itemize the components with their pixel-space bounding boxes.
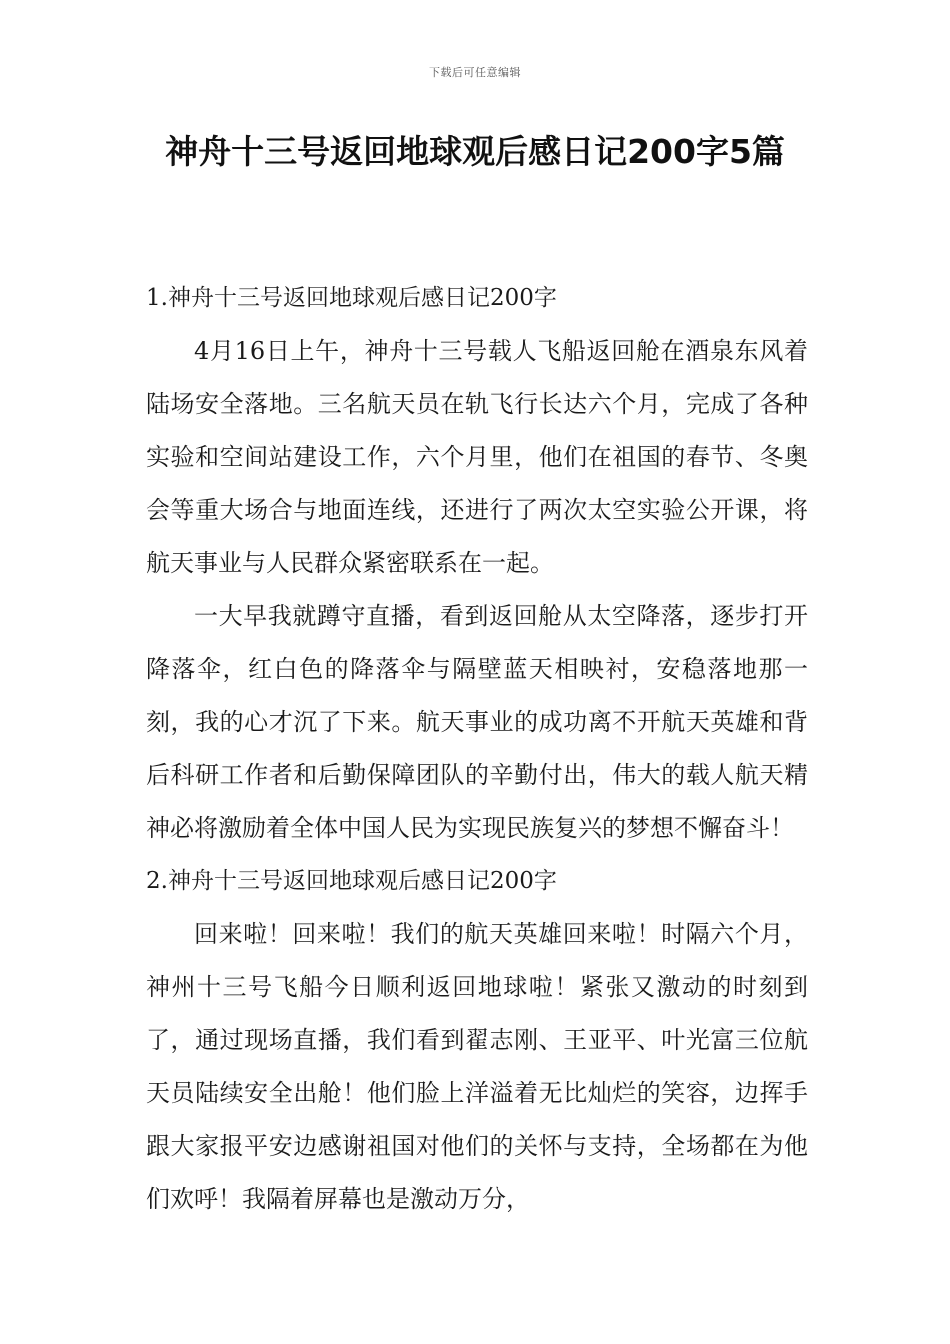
paragraph: 4月16日上午，神舟十三号载人飞船返回舱在酒泉东风着陆场安全落地。三名航天员在轨飞行长达六个月，完成了各种实验和空间站建设工作，六个月里，他们在祖国的春节、冬奥会等重大场合与地面连线，还进行了两次太空实验公开课，将航天事业与人民群众紧密联系在一起。 bbox=[146, 337, 808, 577]
header-note: 下载后可任意编辑 bbox=[429, 66, 521, 79]
paragraph: 一大早我就蹲守直播，看到返回舱从太空降落，逐步打开降落伞，红白色的降落伞与隔壁蓝天相映衬，安稳落地那一刻，我的心才沉了下来。航天事业的成功离不开航天英雄和背后科研工作者和后勤保障团队的辛勤付出，伟大的载人航天精神必将激励着全体中国人民为实现民族复兴的梦想不懈奋斗！ bbox=[146, 602, 808, 842]
section-heading: 2.神舟十三号返回地球观后感日记200字 bbox=[146, 868, 557, 894]
section-2 bbox=[146, 855, 808, 1226]
section-1 bbox=[146, 272, 808, 855]
document-title: 神舟十三号返回地球观后感日记200字5篇 bbox=[165, 132, 785, 171]
paragraph: 回来啦！回来啦！我们的航天英雄回来啦！时隔六个月，神州十三号飞船今日顺利返回地球啦！紧张又激动的时刻到了，通过现场直播，我们看到翟志刚、王亚平、叶光富三位航天员陆续安全出舱！他们脸上洋溢着无比灿烂的笑容，边挥手跟大家报平安边感谢祖国对他们的关怀与支持，全场都在为他们欢呼！我隔着屏幕也是激动万分， bbox=[146, 920, 808, 1213]
section-heading: 1.神舟十三号返回地球观后感日记200字 bbox=[146, 285, 557, 311]
document-body bbox=[146, 272, 808, 1226]
